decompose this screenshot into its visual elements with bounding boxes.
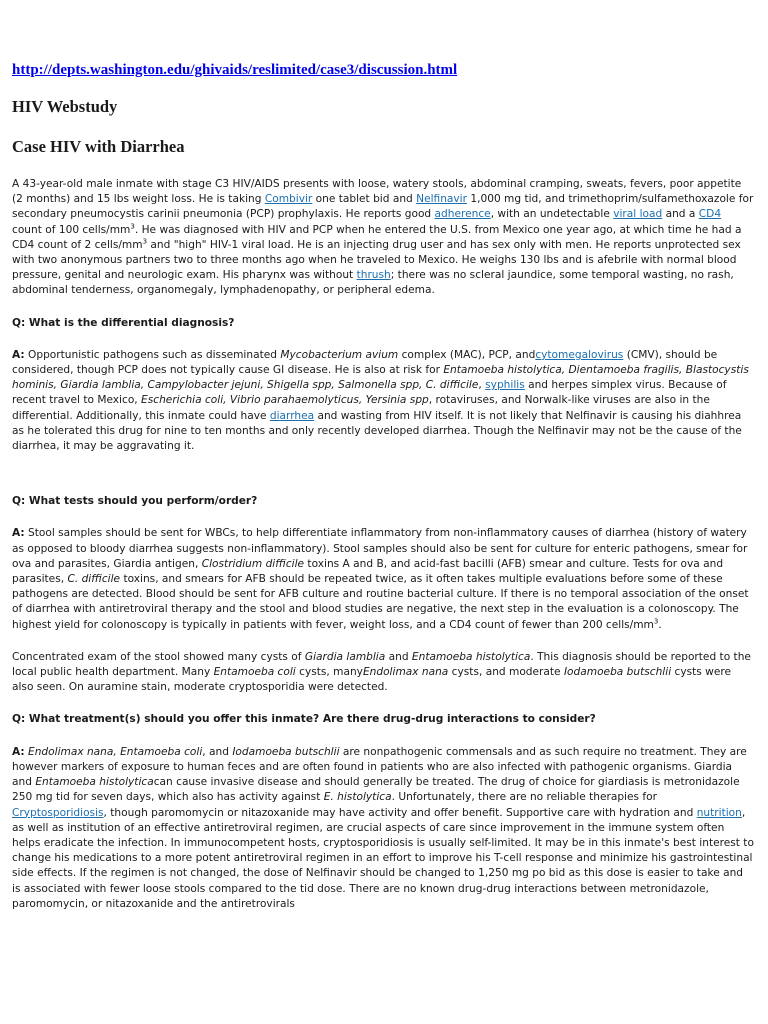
text-run: are nonpathogenic commensals and as such require no treatment. They are however markers of exposure to human feces and are often found in patients who are also infected with pathogenic organisms. Giardia and [12,745,747,789]
link-cd4[interactable]: CD4 [698,208,722,221]
text-run: . He was diagnosed with HIV and PCP when he entered the U.S. from Mexico one year ago, at which time he had a CD4 count of 2 cells/mm [12,223,742,251]
text-run: and a [662,208,699,221]
text-run: can cause invasive disease and should generally be treated. The drug of choice for giardiasis is metronidazole 250 mg tid for seven days, which also has activity against [12,776,740,804]
answer-label: A: [12,348,25,361]
question-treatment: Q: What treatment(s) should you offer this inmate? Are there drug-drug interactions to consider? [12,713,596,726]
text-run: . This diagnosis should be reported to the local public health department. Many [12,650,751,679]
organism-name: Iodamoeba butschlii [563,666,672,679]
text-run: , [478,379,486,392]
text-run: (CMV), should be considered, though PCP does not typically cause GI disease. He is also at risk for [12,348,718,377]
question-tests: Q: What tests should you perform/order? [12,495,258,508]
organism-names: Escherichia coli, Vibrio parahaemolyticus, Yersinia spp [141,394,429,407]
link-viral-load[interactable]: viral load [613,208,663,221]
stool-exam-findings-paragraph [12,650,754,696]
organism-name: Entamoeba histolytica [411,650,531,663]
organism-name: Entamoeba histolytica [35,776,154,789]
text-run: and "high" HIV-1 viral load. He is an injecting drug user and has sex only with men. He reports unprotected sex with two anonymous partners two to three months ago when he traveled to Mexico. He weighs 130 lbs and is afebrile with normal blood pressure, genital and neurologic exam. His pharynx was without [12,238,741,282]
text-run: and [385,650,412,663]
link-syphilis[interactable]: syphilis [485,379,525,392]
superscript: 3 [142,237,148,246]
source-url-link[interactable]: http://depts.washington.edu/ghivaids/reslimited/case3/discussion.html [12,62,458,78]
superscript: 3 [130,222,135,231]
text-run: 1,000 mg tid, and trimethoprim/sulfamethoxazole for secondary pneumocystis carinii pneumonia (PCP) prophylaxis. He reports good [12,193,754,221]
text-run: . Unfortunately, there are no reliable therapies for [391,791,657,804]
answer-label: A: [12,527,25,540]
organism-name: Entamoeba coli [213,666,296,679]
site-title: HIV Webstudy [12,97,118,116]
link-combivir[interactable]: Combivir [264,193,313,206]
link-diarrhea[interactable]: diarrhea [269,409,315,422]
case-title: Case HIV with Diarrhea [12,137,185,156]
text-run: cysts, many [295,666,363,679]
link-cytomegalovirus[interactable]: cytomegalovirus [535,348,624,361]
organism-name: Endolimax nana [362,666,449,679]
text-run: and wasting from HIV itself. It is not likely that Nelfinavir is causing his diahhrea as he tolerated this drug for nine to ten months and only recently developed diarrhea. Though the Nelfinavir may not be the cause of the diarrhea, it may be aggravating it. [12,409,742,453]
text-run: , as well as institution of an effective antiretroviral regimen, are crucial aspects of care since improvement in the immune system often helps eradicate the infection. In immunocompetent hosts, cryptosporidiosis is usually self-limited. It may be in this inmate's best interest to change his medications to a more potent antiretroviral regimen in an effort to improve his T-cell response and minimize his gastrointestinal side effects. If the regimen is not changed, the dose of Nelfinavir should be changed to 1,250 mg po bid as this dose is easier to take and is associated with fewer loose stools compared to the tid dose. There are no known drug-drug interactions between metronidazole, paromomycin, or nitazoxanide and the antiretrovirals [12,806,754,910]
answer-tests [12,526,754,632]
link-nutrition[interactable]: nutrition [696,806,742,819]
organism-name: Giardia lamblia [304,650,386,663]
text-run: count of 100 cells/mm [12,223,131,236]
answer-treatment [12,745,754,912]
organism-name: Iodamoeba butschlii [232,745,340,758]
answer-label: A: [12,745,25,758]
text-run: one tablet bid and [312,193,417,206]
link-nelfinavir[interactable]: Nelfinavir [416,193,467,206]
organism-name: E. histolytica [323,791,392,804]
text-run: , and [202,745,233,758]
text-run: A 43-year-old male inmate with stage C3 HIV/AIDS presents with loose, watery stools, abdominal cramping, sweats, fevers, poor appetite (2 months) and 15 lbs weight loss. He is taking [12,178,742,206]
text-run: and herpes simplex virus. Because of recent travel to Mexico, [12,379,727,407]
organism-name: Mycobacterium avium [280,348,399,361]
question-differential-diagnosis: Q: What is the differential diagnosis? [12,316,235,329]
organism-names: Entamoeba histolytica, Dientamoeba fragilis, Blastocystis hominis, Giardia lamblia, Campylobacter jejuni, Shigella spp, Salmonella spp, C. difficile [12,364,749,392]
organism-name: C. difficile [67,573,121,586]
text-run: cysts, and moderate [448,666,564,679]
text-run: , with an undetectable [490,208,614,221]
link-adherence[interactable]: adherence [434,208,491,221]
text-run: , rotaviruses, and Norwalk-like viruses are also in the differential. Additionally, this inmate could have [12,394,710,422]
text-run: . [658,618,662,631]
text-run: cysts were also seen. On auramine stain, moderate cryptosporidia were detected. [12,666,731,694]
text-run: ; there was no scleral jaundice, some temporal wasting, no rash, abdominal tenderness, organomegaly, lymphadenopathy, or peripheral edema. [12,269,734,297]
text-run: , though paromomycin or nitazoxanide may have activity and offer benefit. Supportive care with hydration and [103,806,697,819]
superscript: 3 [653,617,659,626]
text-run: toxins, and smears for AFB should be repeated twice, as it often takes multiple evaluations before some of these pathogens are detected. Blood should be sent for AFB culture and routine bacterial culture. If there is no temporal association of the onset of diarrhea with antiretroviral therapy and the stool and blood studies are negative, the next step in the evaluation is a colonoscopy. The highest yield for colonoscopy is typically in patients with fever, weight loss, and a CD4 count of fewer than 200 cells/mm [12,573,749,631]
link-thrush[interactable]: thrush [356,269,391,282]
text-run: Opportunistic pathogens such as disseminated [24,348,281,361]
text-run: complex (MAC), PCP, and [398,348,536,361]
answer-differential-diagnosis [12,348,754,454]
link-cryptosporidiosis[interactable]: Cryptosporidiosis [12,806,104,819]
text-run: toxins A and B, and acid-fast bacilli (AFB) smear and culture. Tests for ova and parasites, [12,557,724,586]
organism-name: Clostridium difficile [201,557,305,570]
text-run: Stool samples should be sent for WBCs, to help differentiate inflammatory from non-inflammatory causes of diarrhea (history of watery as opposed to bloody diarrhea suggests non-inflammatory). Stool samples should also be sent for culture for enteric pathogens, smear for ova and parasites, Giardia antigen, [12,527,748,570]
case-presentation-paragraph [12,177,754,299]
organism-names: Endolimax nana, Entamoeba coli [28,745,203,758]
text-run: Concentrated exam of the stool showed many cysts of [12,650,305,663]
